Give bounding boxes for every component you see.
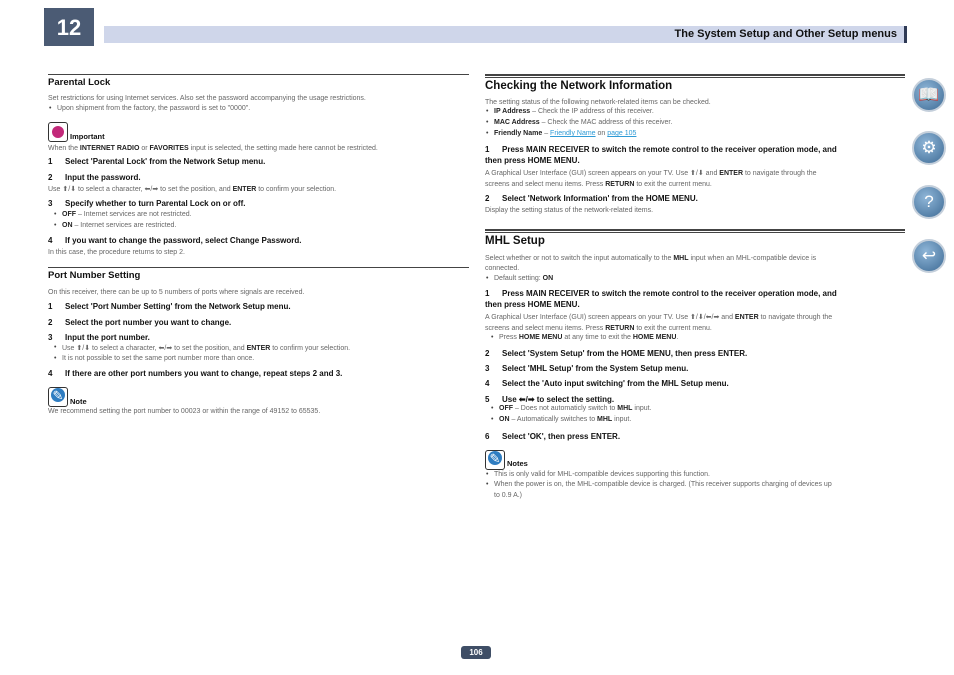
- port-step-3-bullet-2: • It is not possible to set the same port number more than once.: [62, 355, 254, 362]
- mhl-setup-title: MHL Setup: [485, 235, 545, 247]
- port-step-1: 1 Select 'Port Number Setting' from the Network Setup menu.: [48, 302, 291, 311]
- network-ip-bullet: • IP Address – Check the IP address of this receiver.: [494, 108, 654, 115]
- parental-step-4-desc: In this case, the procedure returns to step 2.: [48, 249, 185, 256]
- parental-off-bullet: • OFF – Internet services are not restricted.: [62, 211, 192, 218]
- parental-step-1: 1 Select 'Parental Lock' from the Network Setup menu.: [48, 157, 266, 166]
- mhl-step-3: 3 Select 'MHL Setup' from the System Setup menu.: [485, 364, 689, 373]
- header-bar: [104, 26, 907, 43]
- network-step-2: 2 Select 'Network Information' from the HOME MENU.: [485, 194, 698, 203]
- parental-step-2: 2 Input the password.: [48, 173, 141, 182]
- note-label: Note: [70, 397, 87, 406]
- mhl-step-4: 4 Select the 'Auto input switching' from the MHL Setup menu.: [485, 379, 729, 388]
- mhl-step-1-desc: A Graphical User Interface (GUI) screen appears on your TV. Use ⬆/⬇/⬅/➡ and ENTER to navigate through the: [485, 314, 833, 321]
- port-intro: On this receiver, there can be up to 5 numbers of ports where signals are received.: [48, 289, 305, 296]
- mhl-step-5: 5 Use ⬅/➡ to select the setting.: [485, 395, 615, 404]
- mhl-step-6: 6 Select 'OK', then press ENTER.: [485, 432, 621, 441]
- important-icon: [48, 122, 68, 142]
- network-info-title: Checking the Network Information: [485, 80, 673, 92]
- network-step-1: 1 Press MAIN RECEIVER to switch the remote control to the receiver operation mode, and: [485, 145, 837, 154]
- network-mac-bullet: • MAC Address – Check the MAC address of this receiver.: [494, 119, 672, 126]
- section-rule: [48, 267, 469, 268]
- section-rule: [485, 229, 905, 231]
- parental-lock-title: Parental Lock: [48, 77, 111, 88]
- mhl-note-2: • When the power is on, the MHL-compatible device is charged. (This receiver supports charging of devices up: [494, 481, 832, 488]
- port-number-title: Port Number Setting: [48, 270, 141, 281]
- mhl-note-2-line-2: to 0.9 A.): [494, 492, 523, 499]
- mhl-step-1: 1 Press MAIN RECEIVER to switch the remote control to the receiver operation mode, and: [485, 289, 837, 298]
- header-title: The System Setup and Other Setup menus: [674, 28, 897, 40]
- mhl-note-1: • This is only valid for MHL-compatible devices supporting this function.: [494, 471, 710, 478]
- note-icon: [48, 387, 68, 407]
- port-note-text: We recommend setting the port number to 00023 or within the range of 49152 to 65535.: [48, 408, 321, 415]
- network-step-1-desc: A Graphical User Interface (GUI) screen appears on your TV. Use ⬆/⬇ and ENTER to navigate through the: [485, 170, 817, 177]
- network-friendly-bullet: • Friendly Name – Friendly Name on page 105: [494, 130, 636, 137]
- settings-icon[interactable]: ⚙: [912, 131, 946, 165]
- parental-on-bullet: • ON – Internet services are restricted.: [62, 222, 176, 229]
- mhl-step-1-bullet: • Press HOME MENU at any time to exit the HOME MENU.: [499, 334, 678, 341]
- page-number: 106: [461, 646, 491, 659]
- mhl-step-2: 2 Select 'System Setup' from the HOME MENU, then press ENTER.: [485, 349, 748, 358]
- friendly-name-link[interactable]: Friendly Name: [550, 130, 596, 137]
- book-icon[interactable]: 📖: [912, 78, 946, 112]
- mhl-on-bullet: • ON – Automatically switches to MHL input.: [499, 416, 631, 423]
- network-step-1-desc-2: screens and select menu items. Press RETURN to exit the current menu.: [485, 181, 712, 188]
- section-rule: [485, 232, 905, 233]
- port-step-4: 4 If there are other port numbers you want to change, repeat steps 2 and 3.: [48, 369, 343, 378]
- port-step-3: 3 Input the port number.: [48, 333, 150, 342]
- mhl-off-bullet: • OFF – Does not automaticly switch to MHL input.: [499, 405, 652, 412]
- parental-step-3: 3 Specify whether to turn Parental Lock on or off.: [48, 199, 246, 208]
- network-step-2-desc: Display the setting status of the network-related items.: [485, 207, 654, 214]
- help-icon[interactable]: ?: [912, 185, 946, 219]
- parental-intro-bullet: • Upon shipment from the factory, the password is set to "0000".: [57, 105, 250, 112]
- network-intro: The setting status of the following network-related items can be checked.: [485, 99, 711, 106]
- section-rule: [485, 74, 905, 76]
- section-rule: [485, 77, 905, 78]
- port-step-2: 2 Select the port number you want to change.: [48, 318, 232, 327]
- mhl-default-bullet: • Default setting: ON: [494, 275, 553, 282]
- info-icon[interactable]: ↩: [912, 239, 946, 273]
- mhl-intro: Select whether or not to switch the input automatically to the MHL input when an MHL-compatible device is: [485, 255, 817, 262]
- page-105-link[interactable]: page 105: [607, 130, 637, 137]
- parental-step-4: 4 If you want to change the password, select Change Password.: [48, 236, 302, 245]
- port-step-3-bullet-1: • Use ⬆/⬇ to select a character, ⬅/➡ to set the position, and ENTER to confirm your selection.: [62, 344, 350, 352]
- important-label: Important: [70, 132, 105, 141]
- notes-icon: [485, 450, 505, 470]
- parental-step-2-desc: Use ⬆/⬇ to select a character, ⬅/➡ to set the position, and ENTER to confirm your selection.: [48, 186, 337, 193]
- mhl-step-1-line-2: then press HOME MENU.: [485, 300, 580, 309]
- section-rule: [48, 74, 469, 75]
- notes-label: Notes: [507, 459, 528, 468]
- chapter-number: 12: [44, 8, 94, 46]
- mhl-intro-2: connected.: [485, 265, 520, 272]
- important-text: When the INTERNET RADIO or FAVORITES input is selected, the setting made here cannot be restricted.: [48, 145, 378, 152]
- network-step-1-line-2: then press HOME MENU.: [485, 156, 580, 165]
- parental-intro: Set restrictions for using Internet services. Also set the password accompanying the usage restrictions.: [48, 95, 366, 102]
- mhl-step-1-desc-2: screens and select menu items. Press RETURN to exit the current menu.: [485, 325, 712, 332]
